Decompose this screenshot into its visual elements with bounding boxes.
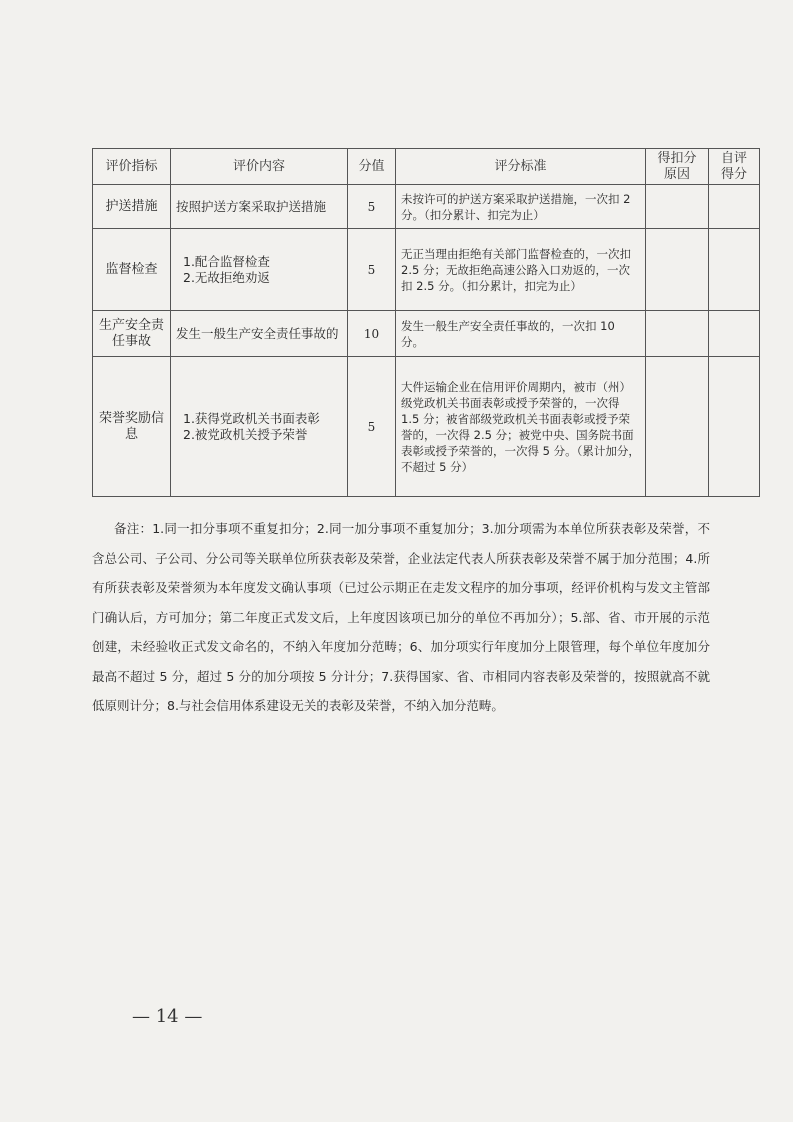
cell-content: 1.配合监督检查 2.无故拒绝劝返 <box>171 229 348 311</box>
table-row <box>93 185 760 229</box>
header-deduct-reason-text: 得扣分原因 <box>657 150 697 182</box>
header-self-score-text: 自评得分 <box>721 150 748 182</box>
table-row <box>93 311 760 357</box>
cell-deduct-reason <box>646 357 709 497</box>
cell-self-score <box>709 357 760 497</box>
cell-content: 发生一般生产安全责任事故的 <box>171 311 348 357</box>
header-criteria: 评分标准 <box>396 149 646 185</box>
cell-score: 5 <box>348 357 396 497</box>
cell-deduct-reason <box>646 229 709 311</box>
table-header-row <box>93 149 760 185</box>
table-row <box>93 357 760 497</box>
cell-indicator: 生产安全责任事故 <box>93 311 171 357</box>
cell-content: 1.获得党政机关书面表彰 2.被党政机关授予荣誉 <box>171 357 348 497</box>
cell-indicator: 护送措施 <box>93 185 171 229</box>
page-number: — 14 — <box>132 1006 203 1027</box>
cell-criteria: 大件运输企业在信用评价周期内，被市（州）级党政机关书面表彰或授予荣誉的，一次得 1.5 分；被省部级党政机关书面表彰或授予荣誉的，一次得 2.5 分；被党中央、国务院书面表彰或授予荣誉的，一次得 5 分。（累计加分，不超过 5 分） <box>396 357 646 497</box>
header-self-score <box>709 149 760 185</box>
cell-deduct-reason <box>646 185 709 229</box>
cell-indicator: 监督检查 <box>93 229 171 311</box>
evaluation-table <box>92 148 760 497</box>
cell-content: 按照护送方案采取护送措施 <box>171 185 348 229</box>
cell-indicator: 荣誉奖励信息 <box>93 357 171 497</box>
header-deduct-reason <box>646 149 709 185</box>
table-row <box>93 229 760 311</box>
cell-criteria: 发生一般生产安全责任事故的，一次扣 10 分。 <box>396 311 646 357</box>
cell-criteria: 未按许可的护送方案采取护送措施，一次扣 2 分。（扣分累计、扣完为止） <box>396 185 646 229</box>
cell-score: 10 <box>348 311 396 357</box>
header-score: 分值 <box>348 149 396 185</box>
remarks-text: 备注：1.同一扣分事项不重复扣分；2.同一加分事项不重复加分；3.加分项需为本单位所获表彰及荣誉，不含总公司、子公司、分公司等关联单位所获表彰及荣誉，企业法定代表人所获表彰及荣誉不属于加分范围；4.所有所获表彰及荣誉须为本年度发文确认事项（已过公示期正在走发文程序的加分事项，经评价机构与发文主管部门确认后，方可加分；第二年度正式发文后，上年度因该项已加分的单位不再加分）；5.部、省、市开展的示范创建，未经验收正式发文命名的，不纳入年度加分范畴；6、加分项实行年度加分上限管理，每个单位年度加分最高不超过 5 分，超过 5 分的加分项按 5 分计分；7.获得国家、省、市相同内容表彰及荣誉的，按照就高不就低原则计分；8.与社会信用体系建设无关的表彰及荣誉，不纳入加分范畴。 <box>92 521 710 713</box>
remarks <box>92 514 710 721</box>
header-content: 评价内容 <box>171 149 348 185</box>
cell-criteria: 无正当理由拒绝有关部门监督检查的，一次扣 2.5 分；无故拒绝高速公路入口劝返的，一次扣 2.5 分。（扣分累计，扣完为止） <box>396 229 646 311</box>
cell-self-score <box>709 229 760 311</box>
cell-self-score <box>709 311 760 357</box>
header-indicator: 评价指标 <box>93 149 171 185</box>
cell-score: 5 <box>348 185 396 229</box>
cell-self-score <box>709 185 760 229</box>
cell-deduct-reason <box>646 311 709 357</box>
cell-score: 5 <box>348 229 396 311</box>
